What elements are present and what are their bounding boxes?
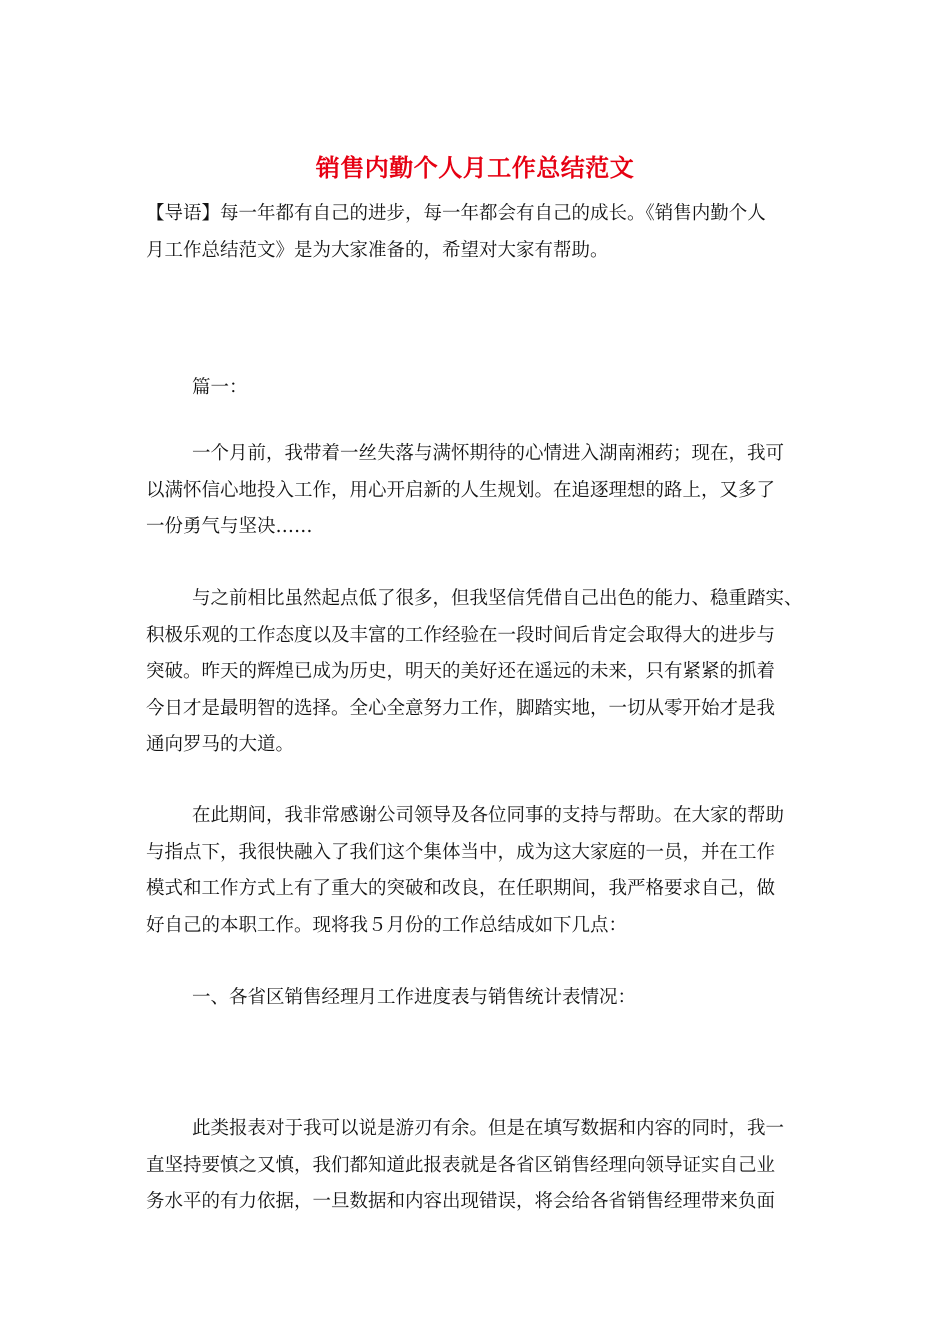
paragraph-line: 好自己的本职工作。现将我５月份的工作总结成如下几点：: [146, 914, 628, 936]
paragraph-line: 与之前相比虽然起点低了很多，但我坚信凭借自己出色的能力、稳重踏实、: [192, 588, 803, 609]
paragraph-line: 一个月前，我带着一丝失落与满怀期待的心情进入湖南湘药；现在，我可: [192, 443, 785, 464]
intro-line: 月工作总结范文》是为大家准备的，希望对大家有帮助。: [146, 239, 609, 261]
paragraph-1: [146, 436, 826, 546]
paragraph-line: 一、各省区销售经理月工作进度表与销售统计表情况：: [192, 987, 637, 1008]
paragraph-2: [146, 581, 826, 764]
intro-line: 【导语】每一年都有自己的进步，每一年都会有自己的成长。《销售内勤个人: [146, 203, 766, 224]
paragraph-line: 积极乐观的工作态度以及丰富的工作经验在一段时间后肯定会取得大的进步与: [146, 624, 776, 646]
paragraph-line: 通向罗马的大道。: [146, 734, 295, 755]
section-heading: [146, 370, 826, 407]
paragraph-line: 直坚持要慎之又慎，我们都知道此报表就是各省区销售经理向领导证实自己业: [146, 1154, 776, 1176]
paragraph-line: 突破。昨天的辉煌已成为历史，明天的美好还在遥远的未来，只有紧紧的抓着: [146, 661, 776, 682]
paragraph-line: 在此期间，我非常感谢公司领导及各位同事的支持与帮助。在大家的帮助: [192, 805, 785, 826]
paragraph-line: 一份勇气与坚决……: [146, 516, 313, 537]
paragraph-line: 模式和工作方式上有了重大的突破和改良，在任职期间，我严格要求自己，做: [146, 878, 776, 899]
section-heading-text: 篇一：: [192, 377, 248, 398]
paragraph-line: 此类报表对于我可以说是游刃有余。但是在填写数据和内容的同时，我一: [192, 1118, 785, 1139]
paragraph-line: 以满怀信心地投入工作，用心开启新的人生规划。在追逐理想的路上，又多了: [146, 479, 776, 501]
paragraph-5: [146, 1111, 826, 1221]
paragraph-3: [146, 798, 826, 944]
intro-paragraph: [146, 196, 826, 269]
document-title: 销售内勤个人月工作总结范文: [315, 153, 635, 182]
paragraph-line: 今日才是最明智的选择。全心全意努力工作，脚踏实地，一切从零开始才是我: [146, 697, 776, 719]
paragraph-line: 务水平的有力依据，一旦数据和内容出现错误，将会给各省销售经理带来负面: [146, 1191, 776, 1212]
paragraph-4: [146, 980, 826, 1017]
paragraph-line: 与指点下，我很快融入了我们这个集体当中，成为这大家庭的一员，并在工作: [146, 841, 776, 863]
